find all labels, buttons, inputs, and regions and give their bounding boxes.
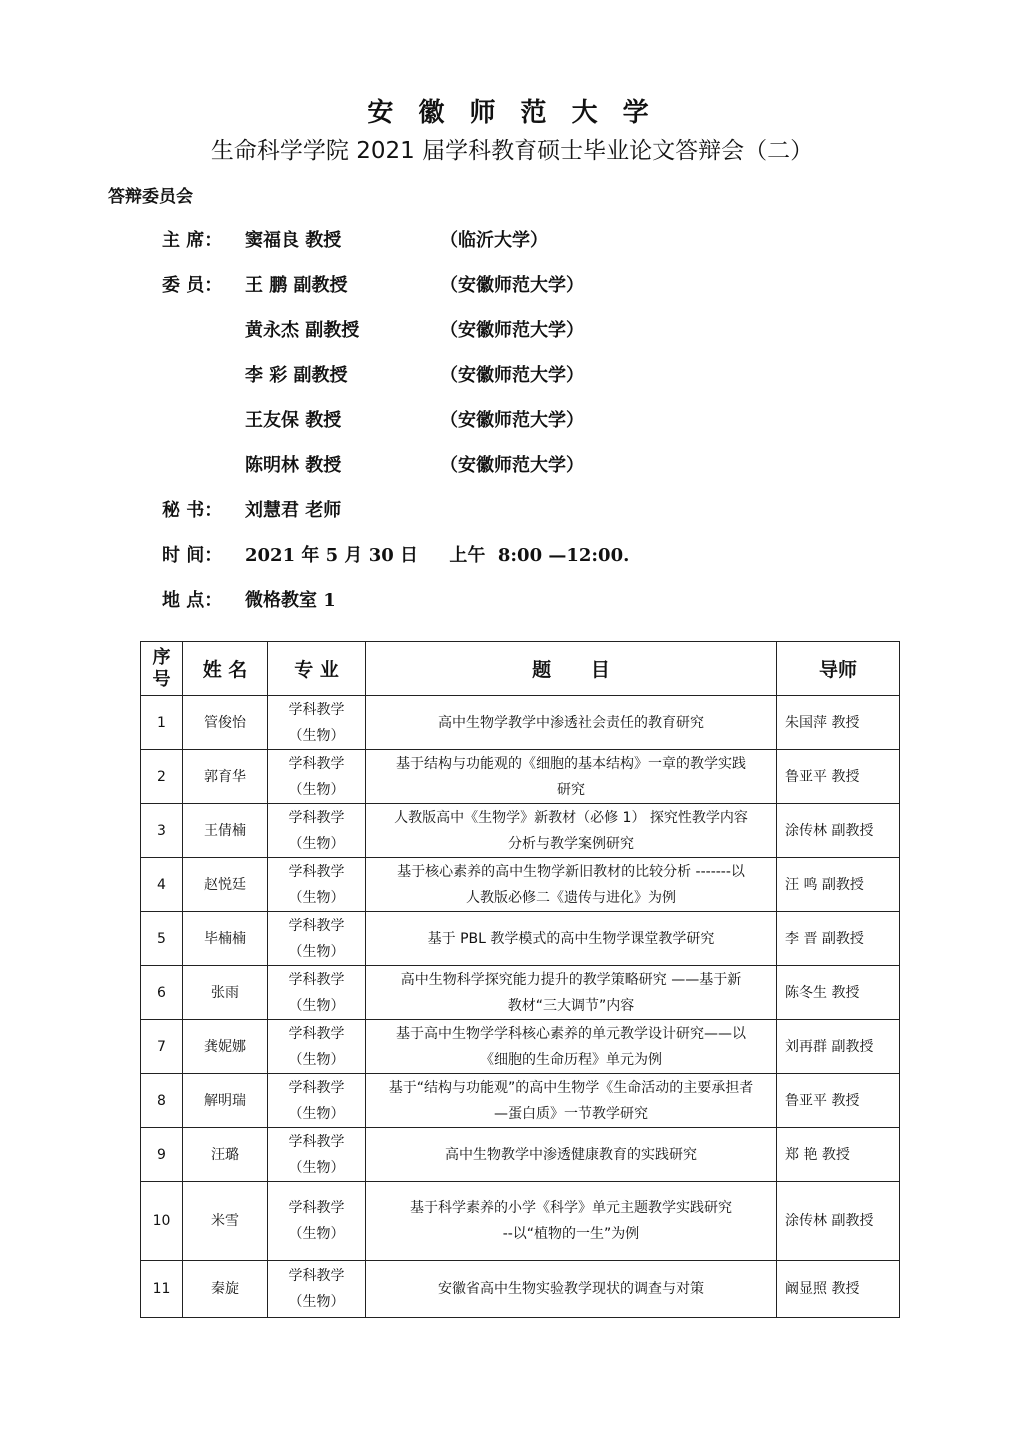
table-row: [141, 1074, 900, 1128]
cell-seq: 7: [141, 1020, 183, 1074]
topic-line: 基于核心素养的高中生物学新旧教材的比较分析 -------以: [397, 863, 745, 880]
major-line: （生物）: [288, 1294, 345, 1310]
member-affiliation: （安徽师范大学）: [440, 320, 584, 341]
cell-student-name: 管俊怡: [183, 696, 268, 750]
committee-heading: 答辩委员会: [108, 187, 193, 207]
cell-major: [268, 1020, 366, 1074]
cell-student-name: 解明瑞: [183, 1074, 268, 1128]
table-header-row: [141, 642, 900, 696]
member-name: 陈明林 教授: [245, 455, 342, 476]
header-name: 姓 名: [183, 642, 268, 696]
cell-seq: 10: [141, 1182, 183, 1261]
member-affiliation: （安徽师范大学）: [440, 455, 584, 476]
topic-line: 安徽省高中生物实验教学现状的调查与对策: [438, 1281, 704, 1297]
topic-line: 研究: [557, 781, 585, 798]
table-row: [141, 1128, 900, 1182]
member-affiliation: （安徽师范大学）: [440, 410, 584, 431]
cell-seq: 1: [141, 696, 183, 750]
cell-major: [268, 696, 366, 750]
cell-seq: 4: [141, 858, 183, 912]
cell-topic: [366, 1261, 777, 1318]
cell-seq: 8: [141, 1074, 183, 1128]
member-name: 王友保 教授: [245, 410, 342, 431]
major-line: （生物）: [288, 781, 345, 798]
cell-topic: [366, 858, 777, 912]
cell-seq: 3: [141, 804, 183, 858]
cell-topic: [366, 696, 777, 750]
cell-major: [268, 750, 366, 804]
cell-advisor: 李 晋 副教授: [777, 912, 900, 966]
cell-seq: 11: [141, 1261, 183, 1318]
topic-line: 基于“结构与功能观”的高中生物学《生命活动的主要承担者: [388, 1079, 754, 1096]
major-line: （生物）: [288, 727, 345, 744]
major-line: 学科教学: [288, 1268, 345, 1284]
major-line: 学科教学: [288, 701, 345, 718]
cell-major: [268, 804, 366, 858]
major-line: 学科教学: [288, 755, 345, 772]
table-row: [141, 696, 900, 750]
cell-topic: [366, 1020, 777, 1074]
cell-seq: 6: [141, 966, 183, 1020]
cell-student-name: 张雨: [183, 966, 268, 1020]
major-line: 学科教学: [288, 1200, 345, 1216]
time-value: 2021 年 5 月 30 日 上午 8:00 —12:00.: [245, 545, 630, 566]
time-label: 时 间：: [162, 545, 223, 566]
cell-advisor: 鲁亚平 教授: [777, 750, 900, 804]
place-row: [0, 586, 1024, 612]
cell-topic: [366, 912, 777, 966]
cell-advisor: 阚显照 教授: [777, 1261, 900, 1318]
cell-advisor: 汪 鸣 副教授: [777, 858, 900, 912]
topic-line: 基于 PBL 教学模式的高中生物学课堂教学研究: [427, 930, 715, 947]
cell-advisor: 涂传林 副教授: [777, 1182, 900, 1261]
cell-major: [268, 1182, 366, 1261]
topic-line: --以“植物的一生”为例: [502, 1226, 640, 1242]
member-affiliation: （安徽师范大学）: [440, 275, 584, 296]
topic-line: 高中生物科学探究能力提升的教学策略研究 ——基于新: [400, 971, 742, 988]
event-subtitle: 生命科学学院 2021 届学科教育硕士毕业论文答辩会（二）: [210, 138, 814, 164]
place-value: 微格教室 1: [245, 590, 336, 611]
topic-line: 高中生物教学中渗透健康教育的实践研究: [445, 1146, 697, 1163]
member-row: [0, 316, 1024, 342]
cell-topic: [366, 1182, 777, 1261]
secretary-label: 秘 书：: [162, 500, 223, 521]
table-row: [141, 1261, 900, 1318]
place-label: 地 点：: [162, 590, 223, 611]
cell-major: [268, 912, 366, 966]
members-role-label: 委 员：: [162, 275, 223, 296]
member-affiliation: （安徽师范大学）: [440, 365, 584, 386]
major-line: （生物）: [288, 1226, 345, 1242]
table-row: [141, 912, 900, 966]
major-line: （生物）: [288, 889, 345, 906]
cell-advisor: 涂传林 副教授: [777, 804, 900, 858]
time-row: [0, 541, 1024, 567]
table-row: [141, 858, 900, 912]
topic-line: 人教版必修二《遗传与进化》为例: [466, 889, 676, 906]
topic-line: 教材“三大调节”内容: [507, 997, 635, 1014]
member-row: [0, 451, 1024, 477]
cell-major: [268, 858, 366, 912]
major-line: 学科教学: [288, 1079, 345, 1096]
topic-line: 基于科学素养的小学《科学》单元主题教学实践研究: [410, 1200, 732, 1216]
cell-advisor: 陈冬生 教授: [777, 966, 900, 1020]
major-line: 学科教学: [288, 917, 345, 934]
cell-major: [268, 1261, 366, 1318]
cell-seq: 5: [141, 912, 183, 966]
cell-student-name: 王倩楠: [183, 804, 268, 858]
cell-student-name: 赵悦廷: [183, 858, 268, 912]
major-line: （生物）: [288, 997, 345, 1014]
table-row: [141, 1182, 900, 1261]
cell-major: [268, 1128, 366, 1182]
chair-role-label: 主 席：: [162, 230, 223, 251]
header-topic: 题 目: [366, 642, 777, 696]
major-line: （生物）: [288, 1105, 345, 1122]
secretary-name: 刘慧君 老师: [245, 500, 342, 521]
header-advisor: 导师: [777, 642, 900, 696]
major-line: （生物）: [288, 835, 345, 852]
topic-line: 人教版高中《生物学》新教材（必修 1） 探究性教学内容: [394, 809, 748, 826]
cell-student-name: 毕楠楠: [183, 912, 268, 966]
topic-line: 分析与教学案例研究: [508, 835, 634, 852]
cell-topic: [366, 804, 777, 858]
major-line: 学科教学: [288, 1133, 345, 1150]
cell-topic: [366, 1128, 777, 1182]
major-line: （生物）: [288, 1051, 345, 1068]
secretary-row: [0, 496, 1024, 522]
topic-line: 基于结构与功能观的《细胞的基本结构》一章的教学实践: [396, 755, 746, 772]
major-line: （生物）: [288, 1159, 345, 1176]
cell-advisor: 鲁亚平 教授: [777, 1074, 900, 1128]
header-seq: 序号: [141, 642, 183, 696]
cell-student-name: 米雪: [183, 1182, 268, 1261]
cell-student-name: 汪璐: [183, 1128, 268, 1182]
defense-schedule-table: [140, 641, 900, 1318]
cell-student-name: 龚妮娜: [183, 1020, 268, 1074]
table-row: [141, 750, 900, 804]
chair-row: [0, 226, 1024, 252]
cell-advisor: 郑 艳 教授: [777, 1128, 900, 1182]
member-name: 王 鹏 副教授: [245, 275, 348, 296]
topic-line: 《细胞的生命历程》单元为例: [480, 1051, 662, 1068]
major-line: 学科教学: [288, 809, 345, 826]
cell-seq: 9: [141, 1128, 183, 1182]
major-line: 学科教学: [288, 971, 345, 988]
topic-line: —蛋白质》一节教学研究: [494, 1105, 648, 1122]
member-name: 李 彩 副教授: [245, 365, 348, 386]
university-title: 安 徽 师 范 大 学: [367, 98, 657, 128]
topic-line: 基于高中生物学学科核心素养的单元教学设计研究——以: [396, 1025, 746, 1042]
cell-major: [268, 966, 366, 1020]
cell-major: [268, 1074, 366, 1128]
chair-name: 窦福良 教授: [245, 230, 342, 251]
header-major: 专 业: [268, 642, 366, 696]
cell-advisor: 刘再群 副教授: [777, 1020, 900, 1074]
table-row: [141, 966, 900, 1020]
member-row: [0, 361, 1024, 387]
member-name: 黄永杰 副教授: [245, 320, 360, 341]
major-line: 学科教学: [288, 863, 345, 880]
cell-topic: [366, 1074, 777, 1128]
cell-seq: 2: [141, 750, 183, 804]
cell-topic: [366, 966, 777, 1020]
table-row: [141, 1020, 900, 1074]
topic-line: 高中生物学教学中渗透社会责任的教育研究: [438, 714, 704, 731]
cell-student-name: 秦旋: [183, 1261, 268, 1318]
cell-advisor: 朱国萍 教授: [777, 696, 900, 750]
cell-topic: [366, 750, 777, 804]
cell-student-name: 郭育华: [183, 750, 268, 804]
major-line: 学科教学: [288, 1025, 345, 1042]
member-row: [0, 271, 1024, 297]
chair-affiliation: （临沂大学）: [440, 230, 548, 251]
member-row: [0, 406, 1024, 432]
major-line: （生物）: [288, 943, 345, 960]
table-row: [141, 804, 900, 858]
